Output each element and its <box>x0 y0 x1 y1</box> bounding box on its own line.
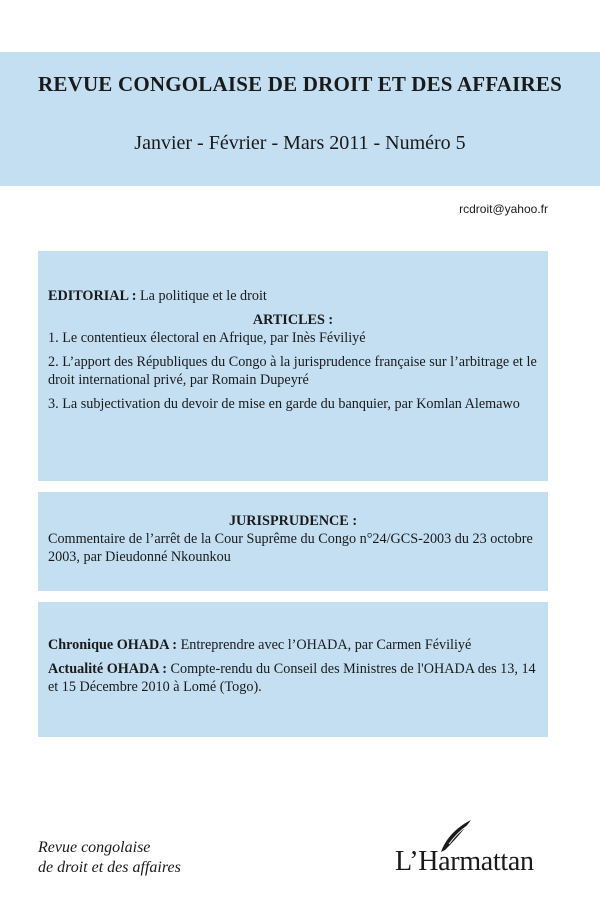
chronique-text: Entreprendre avec l’OHADA, par Carmen Féviliyé <box>177 637 472 653</box>
publisher-logo <box>395 818 555 878</box>
jurisprudence-panel <box>38 492 548 591</box>
article-item-1: 1. Le contentieux électoral en Afrique, par Inès Féviliyé <box>48 330 366 346</box>
contact-email: rcdroit@yahoo.fr <box>459 202 548 216</box>
ohada-panel <box>38 602 548 737</box>
chronique-line <box>48 636 538 654</box>
series-title-line-1: Revue congolaise <box>38 839 151 856</box>
actualite-label: Actualité OHADA : <box>48 661 167 677</box>
actualite-line <box>48 660 538 696</box>
jurisprudence-text: Commentaire de l’arrêt de la Cour Suprême du Congo n°24/GCS-2003 du 23 octobre 2003, par Dieudonné Nkounkou <box>48 531 533 565</box>
article-item-2: 2. L’apport des Républiques du Congo à la jurisprudence française sur l’arbitrage et le droit international privé, par Romain Dupeyré <box>48 354 537 388</box>
editorial-text: La politique et le droit <box>136 288 267 304</box>
journal-title: REVUE CONGOLAISE DE DROIT ET DES AFFAIRES <box>38 72 562 96</box>
actualite-text: Compte-rendu du Conseil des Ministres de l'OHADA des 13, 14 et 15 Décembre 2010 à Lomé (Togo). <box>48 661 536 695</box>
header-band <box>0 52 600 186</box>
series-title <box>38 838 181 878</box>
issue-line: Janvier - Février - Mars 2011 - Numéro 5 <box>134 132 466 154</box>
articles-heading: ARTICLES : <box>252 312 334 328</box>
editorial-line <box>48 287 538 305</box>
article-item-3: 3. La subjectivation du devoir de mise en garde du banquier, par Komlan Alemawo <box>48 396 520 412</box>
publisher-name: L’Harmattan <box>395 846 534 877</box>
contents-panel <box>38 251 548 481</box>
chronique-label: Chronique OHADA : <box>48 637 178 653</box>
editorial-label: EDITORIAL : <box>48 288 137 304</box>
jurisprudence-heading: JURISPRUDENCE : <box>228 513 358 529</box>
series-title-line-2: de droit et des affaires <box>38 859 181 876</box>
